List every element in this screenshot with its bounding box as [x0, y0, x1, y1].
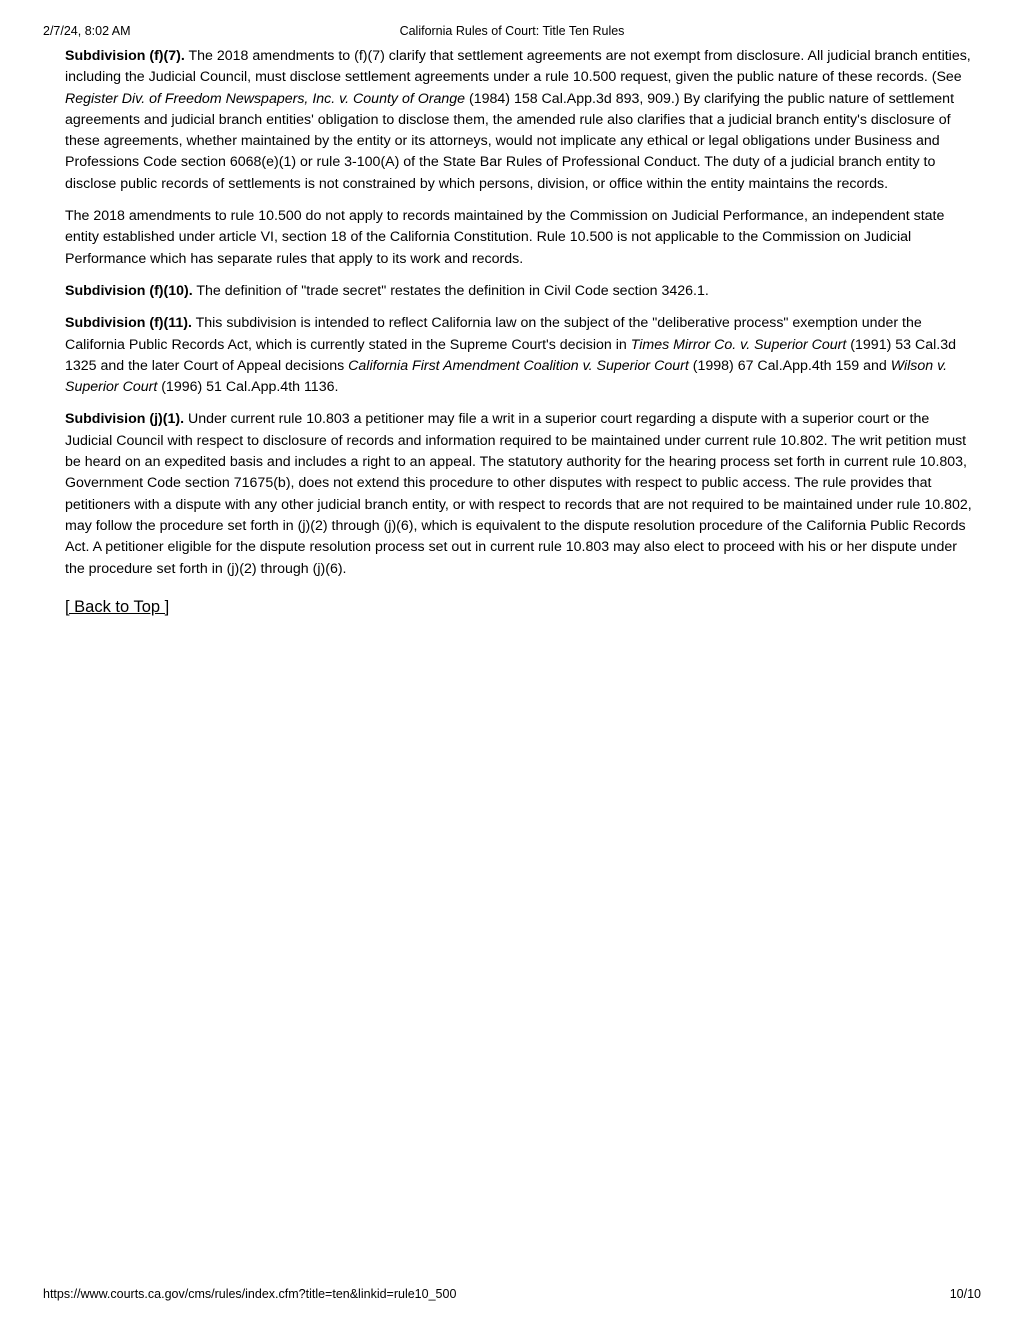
paragraph-text: This subdivision is intended to reflect California law on the subject of the "deliberative process" exemption under the California Public Records Act, which is currently stated in the Supreme Court's decision in — [65, 315, 922, 353]
paragraph-subdivision-f7 — [65, 46, 980, 195]
paragraph-text: (1991) 53 Cal.3d 1325 and the later Court of Appeal decisions — [65, 336, 956, 374]
paragraph-text: The 2018 amendments to (f)(7) clarify that settlement agreements are not exempt from disclosure. All judicial branch entities, including the Judicial Council, must disclose settlement agreements under a rule 10.500 request, given the public nature of these records. (See — [65, 48, 971, 86]
subdivision-label: Subdivision (f)(11). — [65, 315, 192, 332]
print-datetime: 2/7/24, 8:02 AM — [43, 24, 131, 38]
print-url: https://www.courts.ca.gov/cms/rules/index.cfm?title=ten&linkid=rule10_500 — [43, 1287, 457, 1301]
print-header — [43, 24, 981, 40]
paragraph-2018-amendments — [65, 206, 980, 270]
paragraph-text: (1984) 158 Cal.App.3d 893, 909.) By clarifying the public nature of settlement agreements and judicial branch entities' obligation to disclose them, the amended rule also clarifies that a judicial branch entity's disclosure of these agreements, whether maintained by the entity or its attorneys, would not implicate any ethical or legal obligations under Business and Professions Code section 6068(e)(1) or rule 3-100(A) of the State Bar Rules of Professional Conduct. The duty of a judicial branch entity to disclose public records of settlements is not constrained by which persons, division, or office within the entity maintains the records. — [65, 90, 955, 192]
case-citation: California First Amendment Coalition v. Superior Court — [348, 357, 689, 374]
paragraph-text: The 2018 amendments to rule 10.500 do not apply to records maintained by the Commission on Judicial Performance, an independent state entity established under article VI, section 18 of the California Constitution. Rule 10.500 is not applicable to the Commission on Judicial Performance which has separate rules that apply to its work and records. — [65, 208, 945, 267]
print-page-title: California Rules of Court: Title Ten Rules — [399, 24, 625, 38]
subdivision-label: Subdivision (j)(1). — [65, 411, 185, 428]
paragraph-text: Under current rule 10.803 a petitioner may file a writ in a superior court regarding a dispute with a superior court or the Judicial Council with respect to disclosure of records and information required to be maintained under current rule 10.802. The writ petition must be heard on an expedited basis and includes a right to an appeal. The statutory authority for the hearing process set forth in current rule 10.803, Government Code section 71675(b), does not extend this procedure to other disputes with respect to public access. The rule provides that petitioners with a dispute with any other judicial branch entity, or with respect to records that are not required to be maintained under rule 10.802, may follow the procedure set forth in (j)(2) through (j)(6), which is equivalent to the dispute resolution procedure of the California Public Records Act. A petitioner eligible for the dispute resolution process set out in current rule 10.803 may also elect to proceed with his or her dispute under the procedure set forth in (j)(2) through (j)(6). — [65, 411, 972, 577]
case-citation: Wilson v. Superior Court — [65, 357, 948, 396]
back-to-top-link[interactable]: [ Back to Top ] — [65, 597, 170, 616]
paragraph-text: (1996) 51 Cal.App.4th 1136. — [157, 379, 339, 396]
paragraph-subdivision-f11 — [65, 313, 980, 398]
paragraph-text: The definition of "trade secret" restates the definition in Civil Code section 3426.1. — [192, 282, 709, 299]
paragraph-subdivision-j1 — [65, 409, 980, 579]
case-citation: Register Div. of Freedom Newspapers, Inc. v. County of Orange — [65, 90, 466, 107]
paragraph-subdivision-f10 — [65, 281, 980, 302]
subdivision-label: Subdivision (f)(10). — [65, 282, 193, 299]
print-footer — [43, 1287, 981, 1303]
page-number: 10/10 — [949, 1287, 981, 1301]
subdivision-label: Subdivision (f)(7). — [65, 48, 185, 64]
case-citation: Times Mirror Co. v. Superior Court — [630, 336, 847, 353]
paragraph-text: (1998) 67 Cal.App.4th 159 and — [688, 357, 891, 374]
commentary-content — [65, 46, 980, 619]
